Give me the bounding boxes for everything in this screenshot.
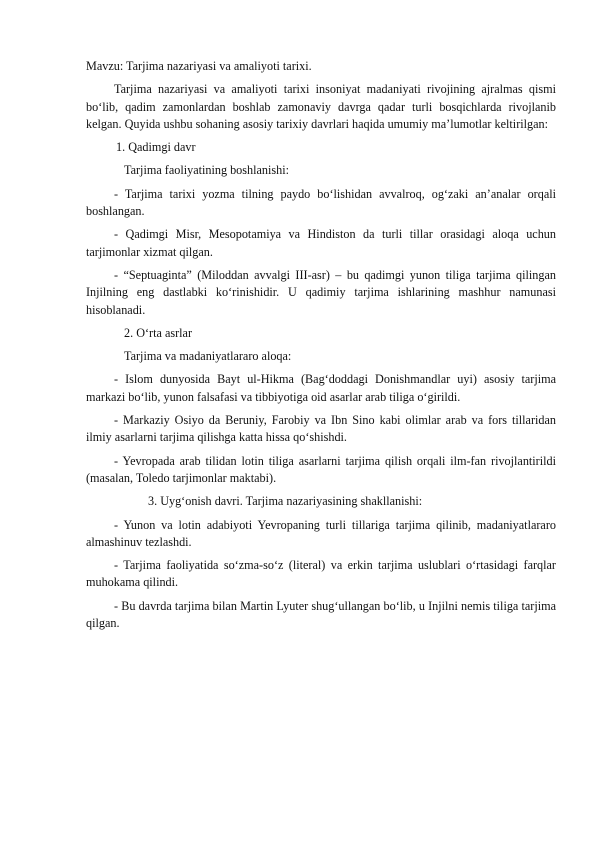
section-1-item: - Qadimgi Misr, Mesopotamiya va Hindiston da turli tillar orasidagi aloqa uchun tarjimonlar xizmat qilgan. <box>86 227 556 259</box>
section-3-title: 3. Uyg‘onish davri. Tarjima nazariyasining shakllanishi: <box>148 494 423 509</box>
section-2-item: - Markaziy Osiyo da Beruniy, Farobiy va Ibn Sino kabi olimlar arab va fors tillaridan ilmiy asarlarni tarjima qilishga katta hissa qo‘shishdi. <box>86 413 556 445</box>
section-3-item: - Bu davrda tarjima bilan Martin Lyuter shug‘ullangan bo‘lib, u Injilni nemis tiliga tarjima qilgan. <box>86 598 556 631</box>
section-1-item: - Tarjima tarixi yozma tilning paydo bo‘lishidan avvalroq, og‘zaki an’analar orqali boshlangan. <box>86 186 556 219</box>
section-1-item: - “Septuaginta” (Miloddan avvalgi III-asr) – bu qadimgi yunon tiliga tarjima qilingan Injilning eng dastlabki ko‘rinishidir. U qadimiy tarjima ishlarining mashhur namunasi hisoblanadi. <box>86 267 556 317</box>
section-2-subtitle: Tarjima va madaniyatlararo aloqa: <box>124 349 292 364</box>
intro-paragraph: Tarjima nazariyasi va amaliyoti tarixi insoniyat madaniyati rivojining ajralmas qismi bo‘lib, qadim zamonlardan boshlab zamonaviy davrga qadar turli bosqichlarda rivojlanib kelgan. Quyida ushbu sohaning asosiy tarixiy davrlari haqida umumiy ma’lumotlar keltirilgan: <box>86 82 556 131</box>
section-3-item: - Yunon va lotin adabiyoti Yevropaning turli tillariga tarjima qilinib, madaniyatlararo almashinuv tezlashdi. <box>86 517 556 549</box>
section-1-title: 1. Qadimgi davr <box>116 140 196 155</box>
topic-line: Mavzu: Tarjima nazariyasi va amaliyoti tarixi. <box>86 59 312 73</box>
section-3-item: - Tarjima faoliyatida so‘zma-so‘z (literal) va erkin tarjima uslublari o‘rtasidagi farqlar muhokama qilindi. <box>86 558 556 590</box>
section-2-title: 2. O‘rta asrlar <box>124 325 193 340</box>
section-2-item: - Islom dunyosida Bayt ul-Hikma (Bag‘doddagi Donishmandlar uyi) asosiy tarjima markazi bo‘lib, yunon falsafasi va tibbiyotiga oid asarlar arab tiliga o‘girildi. <box>86 372 556 404</box>
section-1-subtitle: Tarjima faoliyatining boshlanishi: <box>124 163 290 178</box>
section-2-item: - Yevropada arab tilidan lotin tiliga asarlarni tarjima qilish orqali ilm-fan rivojlantirildi (masalan, Toledo tarjimonlar maktabi). <box>86 453 556 485</box>
